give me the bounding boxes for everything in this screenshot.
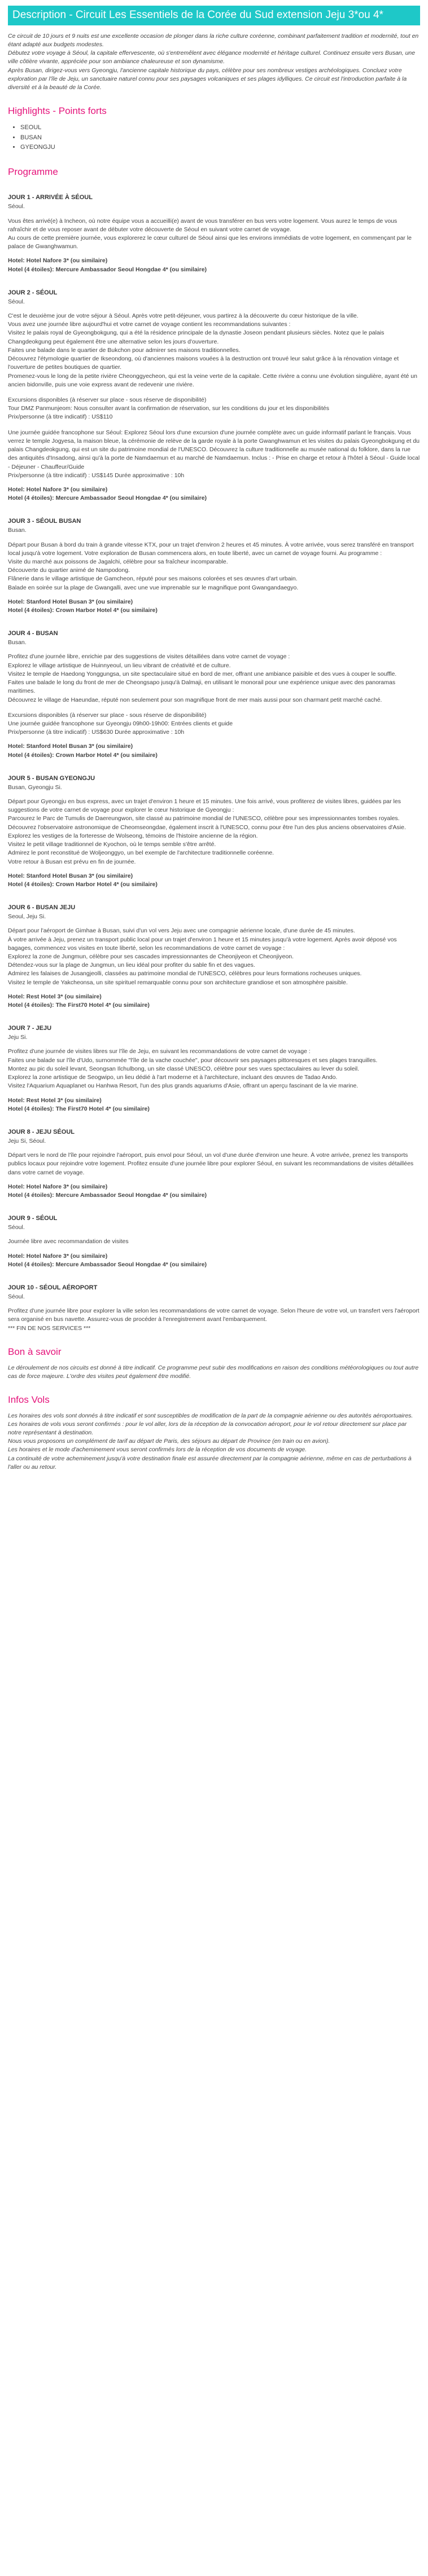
day-section bbox=[8, 289, 420, 503]
day-text: Promenez-vous le long de la petite rivière Cheonggyecheon, qui est la veine verte de la capitale. Cette rivière a connu une évolution singulière, ayant été un ancien bidonville, puis une voie express avant de redevenir une rivière. bbox=[8, 372, 417, 388]
day-text: Explorez les vestiges de la forteresse de Wolseong, témoins de l'histoire ancienne de la région. bbox=[8, 832, 258, 839]
infos-vols-line: Nous vous proposons un complément de tarif au départ de Paris, des séjours au départ de Province (en train ou en avion). bbox=[8, 1438, 330, 1445]
hotel-list bbox=[8, 872, 420, 889]
infos-vols-text bbox=[8, 1412, 420, 1472]
day-text: Profitez d'une journée de visites libres sur l'île de Jeju, en suivant les recommandations de votre carnet de voyage : bbox=[8, 1048, 311, 1055]
day-location: Séoul. bbox=[8, 298, 25, 305]
program-heading: Programme bbox=[8, 166, 58, 177]
day-text: Visitez l'Aquarium Aquaplanet ou Hanhwa Resort, l'un des plus grands aquariums d'Asie, offrant un aperçu fascinant de la vie marine. bbox=[8, 1082, 359, 1090]
day-text: Excursions disponibles (à réserver sur place - sous réserve de disponibilité) bbox=[8, 396, 207, 403]
intro-paragraph: Débutez votre voyage à Séoul, la capitale effervescente, où s'entremêlent avec élégance modernité et héritage culturel. Continuez ensuite vers Busan, une ville côtière vivante, appréciée pour son ambiance chaleureuse et son dynamisme. bbox=[8, 50, 416, 65]
day-text: Départ vers le nord de l'île pour rejoindre l'aéroport, puis envol pour Séoul, un vol d'une durée d'environ une heure. À votre arrivée, prenez les transports publics locaux pour rejoindre votre logement. Profitez ensuite d'une journée libre pour explorer Séoul, en suivant les recommandations de visites détaillées dans votre carnet de voyage. bbox=[8, 1152, 414, 1176]
day-section bbox=[8, 904, 420, 1010]
bon-a-savoir-text bbox=[8, 1364, 420, 1381]
day-text: C'est le deuxième jour de votre séjour à Séoul. Après votre petit-déjeuner, vous partirez à la découverte du cœur historique de la ville. bbox=[8, 312, 359, 320]
infos-vols-line: La continuité de votre acheminement jusqu'à votre destination finale est assurée directement par la compagnie aérienne, même en cas de perturbations à l'aller ou au retour. bbox=[8, 1455, 412, 1470]
day-text: Tour DMZ Panmunjeom: Nous consulter avant la confirmation de réservation, sur les conditions du jour et les disponibilités bbox=[8, 405, 330, 412]
hotel-line: Hotel: Rest Hotel 3* (ou similaire) bbox=[8, 993, 102, 1000]
hotel-line: Hotel (4 étoiles): Crown Harbor Hotel 4* (ou similaire) bbox=[8, 751, 158, 759]
hotel-list bbox=[8, 486, 420, 503]
day-section bbox=[8, 1128, 420, 1200]
day-title: JOUR 8 - JEJU SÉOUL bbox=[8, 1129, 75, 1136]
day-text: Une journée guidée francophone sur Séoul: Explorez Séoul lors d'une excursion d'une journée complète avec un guide informatif parlant le français. Vous verrez le temple Jogyesa, la maison bleue, la cérémonie de relève de la garde royale à la porte Gwanghwamun et les visites du palais Gyeongbokgung et du palais Changdeokgung, qui est un site du patrimoine mondial de l'UNESCO. Découvrez la culture traditionnelle au musée national du folklore, dans la rue des antiquités d'Insadong, ainsi qu'à la porte de Namdaemun et au marché de Namdaemun. Inclus : - Prise en charge et retour à l'hôtel à Séoul - Guide local - Déjeuner - Chauffeur/Guide bbox=[8, 429, 420, 470]
day-text: Visitez le temple de Haedong Yonggungsa, un site spectaculaire situé en bord de mer, offrant une ambiance paisible et des vues à couper le souffle. bbox=[8, 670, 397, 677]
hotel-line: Hotel (4 étoiles): Mercure Ambassador Seoul Hongdae 4* (ou similaire) bbox=[8, 1192, 207, 1199]
hotel-line: Hotel (4 étoiles): Mercure Ambassador Seoul Hongdae 4* (ou similaire) bbox=[8, 266, 207, 273]
hotel-line: Hotel (4 étoiles): The First70 Hotel 4* (ou similaire) bbox=[8, 1105, 150, 1112]
day-text: Découvrez l'observatoire astronomique de Cheomseongdae, également inscrit à l'UNESCO, connu pour être l'un des plus anciens observatoires d'Asie. bbox=[8, 824, 406, 831]
highlight-item: • BUSAN bbox=[20, 133, 420, 143]
day-section bbox=[8, 1214, 420, 1269]
hotel-line: Hotel: Hotel Nafore 3* (ou similaire) bbox=[8, 257, 108, 265]
day-title: JOUR 1 - ARRIVÉE À SÉOUL bbox=[8, 194, 93, 201]
day-text: Vous avez une journée libre aujourd'hui et votre carnet de voyage contient les recommandations suivantes : bbox=[8, 321, 291, 328]
hotel-line: Hotel: Hotel Nafore 3* (ou similaire) bbox=[8, 1252, 108, 1260]
highlights-heading: Highlights - Points forts bbox=[8, 105, 107, 117]
day-text: Une journée guidée francophone sur Gyeongju 09h00-19h00: Entrées clients et guide bbox=[8, 720, 233, 727]
day-text: Faites une balade le long du front de mer de Cheongsapo jusqu'à Dalmaji, en utilisant le monorail pour une expérience unique avec des panoramas maritimes. bbox=[8, 679, 396, 695]
day-location: Busan, Gyeongju Si. bbox=[8, 783, 62, 791]
day-location: Séoul. bbox=[8, 1224, 25, 1231]
day-text: Explorez le village artistique de Huinnyeoul, un lieu vibrant de créativité et de culture. bbox=[8, 662, 231, 669]
hotel-line: Hotel: Hotel Nafore 3* (ou similaire) bbox=[8, 486, 108, 493]
day-text: Profitez d'une journée libre pour explorer la ville selon les recommandations de votre carnet de voyage. Selon l'heure de votre vol, un transfert vers l'aéroport sera organisé en bus navette. Assurez-vous de procéder à l'enregistrement avant l'embarquement. bbox=[8, 1307, 420, 1323]
day-location: Jeju Si, Séoul. bbox=[8, 1137, 46, 1144]
hotel-line: Hotel (4 étoiles): Crown Harbor Hotel 4* (ou similaire) bbox=[8, 880, 158, 888]
program bbox=[8, 193, 420, 1333]
day-text: Prix/personne (à titre indicatif) : US$145 Durée approximative : 10h bbox=[8, 472, 185, 479]
day-section bbox=[8, 517, 420, 615]
day-text: Découvrez l'étymologie quartier de Ikseondong, où d'anciennes maisons vouées à la destruction ont trouvé leur salut grâce à la rénovation vintage et l'ouverture de petites boutiques de quartier. bbox=[8, 355, 399, 371]
highlight-item: • GYEONGJU bbox=[20, 143, 420, 153]
infos-vols-heading: Infos Vols bbox=[8, 1394, 50, 1405]
day-location: Busan. bbox=[8, 527, 27, 534]
day-text: Faites une balade sur l'île d'Udo, surnommée "l'île de la vache couchée", pour découvrir ses paysages pittoresques et ses plages tranquilles. bbox=[8, 1056, 378, 1064]
day-section bbox=[8, 193, 420, 274]
infos-vols-line: Les horaires de vols vous seront confirmés : pour le vol aller, lors de la réception de la convocation aéroport, pour le vol retour directement sur place par notre représentant à destination. bbox=[8, 1420, 407, 1437]
day-text: Votre retour à Busan est prévu en fin de journée. bbox=[8, 858, 136, 865]
day-text: Visite du marché aux poissons de Jagalchi, célèbre pour sa fraîcheur incomparable. bbox=[8, 558, 228, 565]
day-text: Vous êtes arrivé(e) à Incheon, où notre équipe vous a accueilli(e) avant de vous transférer en bus vers votre logement. Vous aurez le temps de vous rafraîchir et de vous reposer avant de débuter votre découverte de Séoul en suivant votre carnet de voyage. bbox=[8, 217, 398, 233]
day-text: Explorez la zone artistique de Seogwipo, un lieu dédié à l'art moderne et à l'architecture, incluant des œuvres de Tadao Ando. bbox=[8, 1074, 338, 1081]
paragraph-gap bbox=[8, 389, 420, 396]
day-location: Jeju Si. bbox=[8, 1034, 28, 1041]
hotel-list bbox=[8, 993, 420, 1010]
day-text: Montez au pic du soleil levant, Seongsan Ilchulbong, un site classé UNESCO, célèbre pour ses vues spectaculaires au lever du soleil. bbox=[8, 1065, 360, 1072]
day-title: JOUR 6 - BUSAN JEJU bbox=[8, 904, 76, 911]
day-section bbox=[8, 1024, 420, 1113]
day-title: JOUR 9 - SÉOUL bbox=[8, 1215, 58, 1222]
day-text: Excursions disponibles (à réserver sur place - sous réserve de disponibilité) bbox=[8, 711, 207, 719]
day-section bbox=[8, 1284, 420, 1333]
day-text: Explorez la zone de Jungmun, célèbre pour ses cascades impressionnantes de Cheonjiyeon et Cheonjiyeon. bbox=[8, 953, 294, 961]
end-of-services: *** FIN DE NOS SERVICES *** bbox=[8, 1324, 91, 1332]
day-location: Busan. bbox=[8, 639, 27, 646]
day-title: JOUR 10 - SÉOUL AÉROPORT bbox=[8, 1284, 98, 1292]
day-section bbox=[8, 629, 420, 760]
day-text: Flânerie dans le village artistique de Gamcheon, réputé pour ses maisons colorées et ses œuvres d'art urbain. bbox=[8, 575, 298, 583]
intro-paragraph: Ce circuit de 10 jours et 9 nuits est une excellente occasion de plonger dans la riche culture coréenne, combinant parfaitement tradition et modernité, tout en étant adapté aux budgets modestes. bbox=[8, 32, 419, 49]
intro-paragraph: Après Busan, dirigez-vous vers Gyeongju, l'ancienne capitale historique du pays, célèbre pour ses nombreux vestiges archéologiques. Concluez votre exploration par l'île de Jeju, un sanctuaire naturel connu pour ses paysages volcaniques et ses plages idylliques. Ce circuit est l'introduction parfaite à la diversité et à la beauté de la Corée. bbox=[8, 67, 407, 91]
day-text: Au cours de cette première journée, vous explorerez le cœur culturel de Séoul ainsi que les environs immédiats de votre logement, en commençant par le palace de Gwanghwamun. bbox=[8, 234, 412, 250]
infos-vols-line: Les horaires des vols sont donnés à titre indicatif et sont susceptibles de modification de la part de la compagnie aérienne ou des autorités aéroportuaires. bbox=[8, 1412, 413, 1419]
bon-a-savoir-heading: Bon à savoir bbox=[8, 1346, 62, 1357]
day-text: Prix/personne (à titre indicatif) : US$630 Durée approximative : 10h bbox=[8, 729, 185, 736]
hotel-list bbox=[8, 1183, 420, 1200]
day-text: Admirez le pont reconstitué de Woljeonggyo, un bel exemple de l'architecture traditionnelle coréenne. bbox=[8, 849, 274, 857]
day-text: Profitez d'une journée libre, enrichie par des suggestions de visites détaillées dans votre carnet de voyage : bbox=[8, 653, 290, 660]
day-text: Départ pour l'aéroport de Gimhae à Busan, suivi d'un vol vers Jeju avec une compagnie aérienne locale, d'une durée de 45 minutes. bbox=[8, 927, 355, 935]
day-text: Balade en soirée sur la plage de Gwangalli, avec une vue imprenable sur le magnifique pont Gwangandaegyo. bbox=[8, 584, 299, 591]
day-text: Départ pour Gyeongju en bus express, avec un trajet d'environ 1 heure et 15 minutes. Une fois arrivé, vous profiterez de visites libres, guidées par les suggestions de votre carnet de voyage pour explorer le cœur historique de Gyeongju : bbox=[8, 798, 401, 814]
day-location: Seoul, Jeju Si. bbox=[8, 913, 46, 921]
paragraph-gap bbox=[8, 422, 420, 429]
infos-vols-line: Les horaires et le mode d'acheminement vous seront confirmés lors de la réception de vos documents de voyage. bbox=[8, 1446, 307, 1454]
hotel-line: Hotel: Hotel Nafore 3* (ou similaire) bbox=[8, 1183, 108, 1190]
day-text: Faites une balade dans le quartier de Bukchon pour admirer ses maisons traditionnelles. bbox=[8, 346, 241, 354]
hotel-list bbox=[8, 598, 420, 615]
page bbox=[8, 0, 420, 1483]
hotel-list bbox=[8, 742, 420, 759]
day-text: Découverte du quartier animé de Nampodong. bbox=[8, 567, 130, 574]
day-text: Admirez les falaises de Jusangjeolli, classées au patrimoine mondial de l'UNESCO, célèbres pour leurs formations rocheuses uniques. bbox=[8, 970, 362, 977]
hotel-line: Hotel: Stanford Hotel Busan 3* (ou similaire) bbox=[8, 872, 133, 879]
hotel-line: Hotel (4 étoiles): Mercure Ambassador Seoul Hongdae 4* (ou similaire) bbox=[8, 1261, 207, 1268]
hotel-list bbox=[8, 1097, 420, 1113]
day-text: Parcourez le Parc de Tumulis de Daereungwon, site classé au patrimoine mondial de l'UNESCO, célèbre pour ses impressionnantes tombes royales. bbox=[8, 815, 400, 822]
page-title: Description - Circuit Les Essentiels de la Corée du Sud extension Jeju 3*ou 4* bbox=[8, 6, 420, 25]
day-text: Découvrez le village de Haeundae, réputé non seulement pour son magnifique front de mer mais aussi pour son charmant petit marché caché. bbox=[8, 696, 382, 703]
day-section bbox=[8, 774, 420, 889]
day-text: Visitez le petit village traditionnel de Kyochon, où le temps semble s'être arrêté. bbox=[8, 841, 216, 848]
day-title: JOUR 7 - JEJU bbox=[8, 1025, 52, 1032]
day-text: Visitez le temple de Yakcheonsa, un site spirituel remarquable connu pour son architecture grandiose et son atmosphère paisible. bbox=[8, 979, 348, 986]
bon-a-savoir-line: Le déroulement de nos circuits est donné à titre indicatif. Ce programme peut subir des modifications en raison des conditions météorologiques ou tout autre cas de force majeure. L'ordre des visites peut également être modifié. bbox=[8, 1364, 419, 1380]
hotel-line: Hotel (4 étoiles): Mercure Ambassador Seoul Hongdae 4* (ou similaire) bbox=[8, 495, 207, 502]
day-location: Séoul. bbox=[8, 203, 25, 210]
intro bbox=[8, 32, 420, 93]
hotel-list bbox=[8, 257, 420, 274]
day-location: Séoul. bbox=[8, 1293, 25, 1301]
day-title: JOUR 3 - SÉOUL BUSAN bbox=[8, 518, 81, 525]
hotel-line: Hotel (4 étoiles): The First70 Hotel 4* (ou similaire) bbox=[8, 1002, 150, 1009]
day-title: JOUR 2 - SÉOUL bbox=[8, 289, 58, 296]
highlight-item: • SEOUL bbox=[20, 123, 420, 133]
day-text: Journée libre avec recommandation de visites bbox=[8, 1238, 129, 1245]
day-text: Visitez le palais royal de Gyeongbokgung, qui a été la résidence principale de la dynastie Joseon pendant plusieurs siècles. Notez que le palais Changdeokgung peut également être une alternative selon les jours d'ouverture. bbox=[8, 329, 385, 345]
hotel-line: Hotel: Rest Hotel 3* (ou similaire) bbox=[8, 1097, 102, 1104]
day-title: JOUR 4 - BUSAN bbox=[8, 630, 58, 637]
hotel-line: Hotel: Stanford Hotel Busan 3* (ou similaire) bbox=[8, 598, 133, 605]
hotel-line: Hotel (4 étoiles): Crown Harbor Hotel 4* (ou similaire) bbox=[8, 607, 158, 614]
day-text: Départ pour Busan à bord du train à grande vitesse KTX, pour un trajet d'environ 2 heures et 45 minutes. À votre arrivée, vous serez transféré en transport local jusqu'à votre logement. Votre exploration de Busan commencera alors, en toute liberté, avec un carnet de voyage fourni. Au programme : bbox=[8, 541, 414, 557]
day-text: Prix/personne (à titre indicatif) : US$110 bbox=[8, 413, 113, 421]
paragraph-gap bbox=[8, 704, 420, 711]
hotel-line: Hotel: Stanford Hotel Busan 3* (ou similaire) bbox=[8, 743, 133, 750]
day-text: À votre arrivée à Jeju, prenez un transport public local pour un trajet d'environ 1 heure et 15 minutes jusqu'à votre logement. Après avoir déposé vos bagages, commencez vos visites en toute liberté, selon les recommandations de votre carnet de voyage : bbox=[8, 936, 397, 952]
day-title: JOUR 5 - BUSAN GYEONGJU bbox=[8, 774, 95, 782]
highlights-list bbox=[8, 123, 420, 153]
hotel-list bbox=[8, 1252, 420, 1269]
day-text: Détendez-vous sur la plage de Jungmun, un lieu idéal pour profiter du sable fin et des vagues. bbox=[8, 962, 255, 969]
